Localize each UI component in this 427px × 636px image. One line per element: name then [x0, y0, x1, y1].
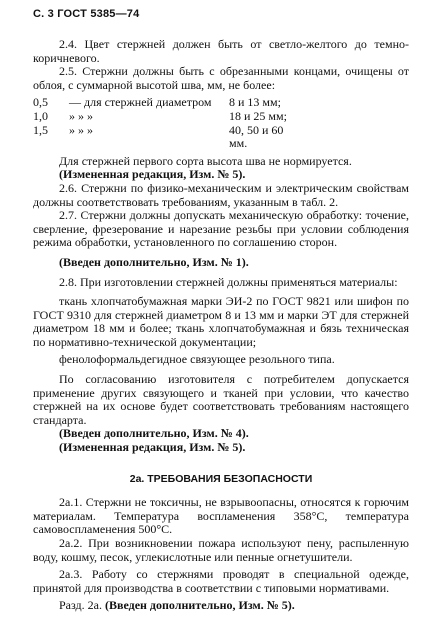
table-cell: 1,5: [33, 122, 48, 137]
paragraph-2a-2: 2а.2. При возникновении пожара используют пену, распыленную воду, кошму, песок, углекислотные или пенные огнетушители.: [33, 536, 409, 564]
table-row: [33, 124, 289, 151]
amendment-note: (Введен дополнительно, Изм. № 5).: [104, 598, 295, 613]
table-row: [33, 96, 289, 110]
section-amendment-line: [33, 599, 409, 613]
table-cell: » » »: [69, 122, 93, 137]
table-cell: 8 и 13 мм;: [229, 95, 281, 110]
table-row: [33, 110, 289, 124]
paragraph-2-7: 2.7. Стержни должны допускать механическую обработку: точение, сверление, фрезерование и нарезание резьбы при условии соблюдения режима обработки, установленного по соглашению сторон.: [33, 208, 409, 250]
table-cell: 0,5: [33, 95, 48, 110]
document-body: [33, 38, 409, 613]
amendment-note: (Введен дополнительно, Изм. № 1).: [59, 254, 249, 269]
paragraph-fabric: ткань хлопчатобумажная марки ЭИ-2 по ГОСТ 9821 или шифон по ГОСТ 9310 для стержней диаметром 8 и 13 мм и марки ЭТ для стержней диаметром 18 мм и более; ткань хлопчатобумажная и бязь техническая по нормативно-технической документации;: [33, 294, 409, 349]
paragraph-2-4: 2.4. Цвет стержней должен быть от светло-желтого до темно-коричневого.: [33, 37, 409, 65]
section-title: 2а. ТРЕБОВАНИЯ БЕЗОПАСНОСТИ: [129, 472, 313, 485]
amendment-note: (Измененная редакция, Изм. № 5).: [59, 167, 246, 182]
page-header: С. 3 ГОСТ 5385—74: [33, 8, 140, 20]
seam-height-table: [33, 96, 289, 150]
paragraph-agreement: По согласованию изготовителя с потребителем допускается применение других связующего и тканей при условии, что качество стержней на их основе будет соответствовать требованиям настоящего стандарта.: [33, 372, 409, 427]
table-cell: 18 и 25 мм;: [229, 108, 287, 123]
paragraph-2-8: 2.8. При изготовлении стержней должны применяться материалы:: [59, 274, 398, 289]
table-cell: » » »: [69, 108, 93, 123]
table-cell: 40, 50 и 60 мм.: [229, 122, 284, 151]
paragraph-2a-3: 2а.3. Работу со стержнями проводят в специальной одежде, принятой для производства в соответствии с типовыми нормативами.: [33, 567, 409, 595]
paragraph-first-grade: Для стержней первого сорта высота шва не нормируется.: [59, 153, 352, 168]
table-cell: — для стержней диаметром: [69, 95, 212, 110]
section-reference: Разд. 2а.: [59, 598, 102, 613]
paragraph-2a-1: 2а.1. Стержни не токсичны, не взрывоопасны, относятся к горючим материалам. Температура воспламенения 358°С, температура самовоспламенения 500°С.: [33, 495, 409, 537]
table-cell: 1,0: [33, 108, 48, 123]
amendment-note: (Измененная редакция, Изм. № 5).: [59, 440, 246, 455]
amendment-note: (Введен дополнительно, Изм. № 4).: [59, 426, 249, 441]
paragraph-2-6: 2.6. Стержни по физико-механическим и электрическим свойствам должны соответствовать требованиям, указанным в табл. 2.: [33, 180, 409, 209]
paragraph-resin: фенолоформальдегидное связующее резольного типа.: [59, 352, 335, 367]
paragraph-2-5: 2.5. Стержни должны быть с обрезанными концами, очищены от облоя, с суммарной высотой шва, мм, не более:: [33, 64, 409, 92]
